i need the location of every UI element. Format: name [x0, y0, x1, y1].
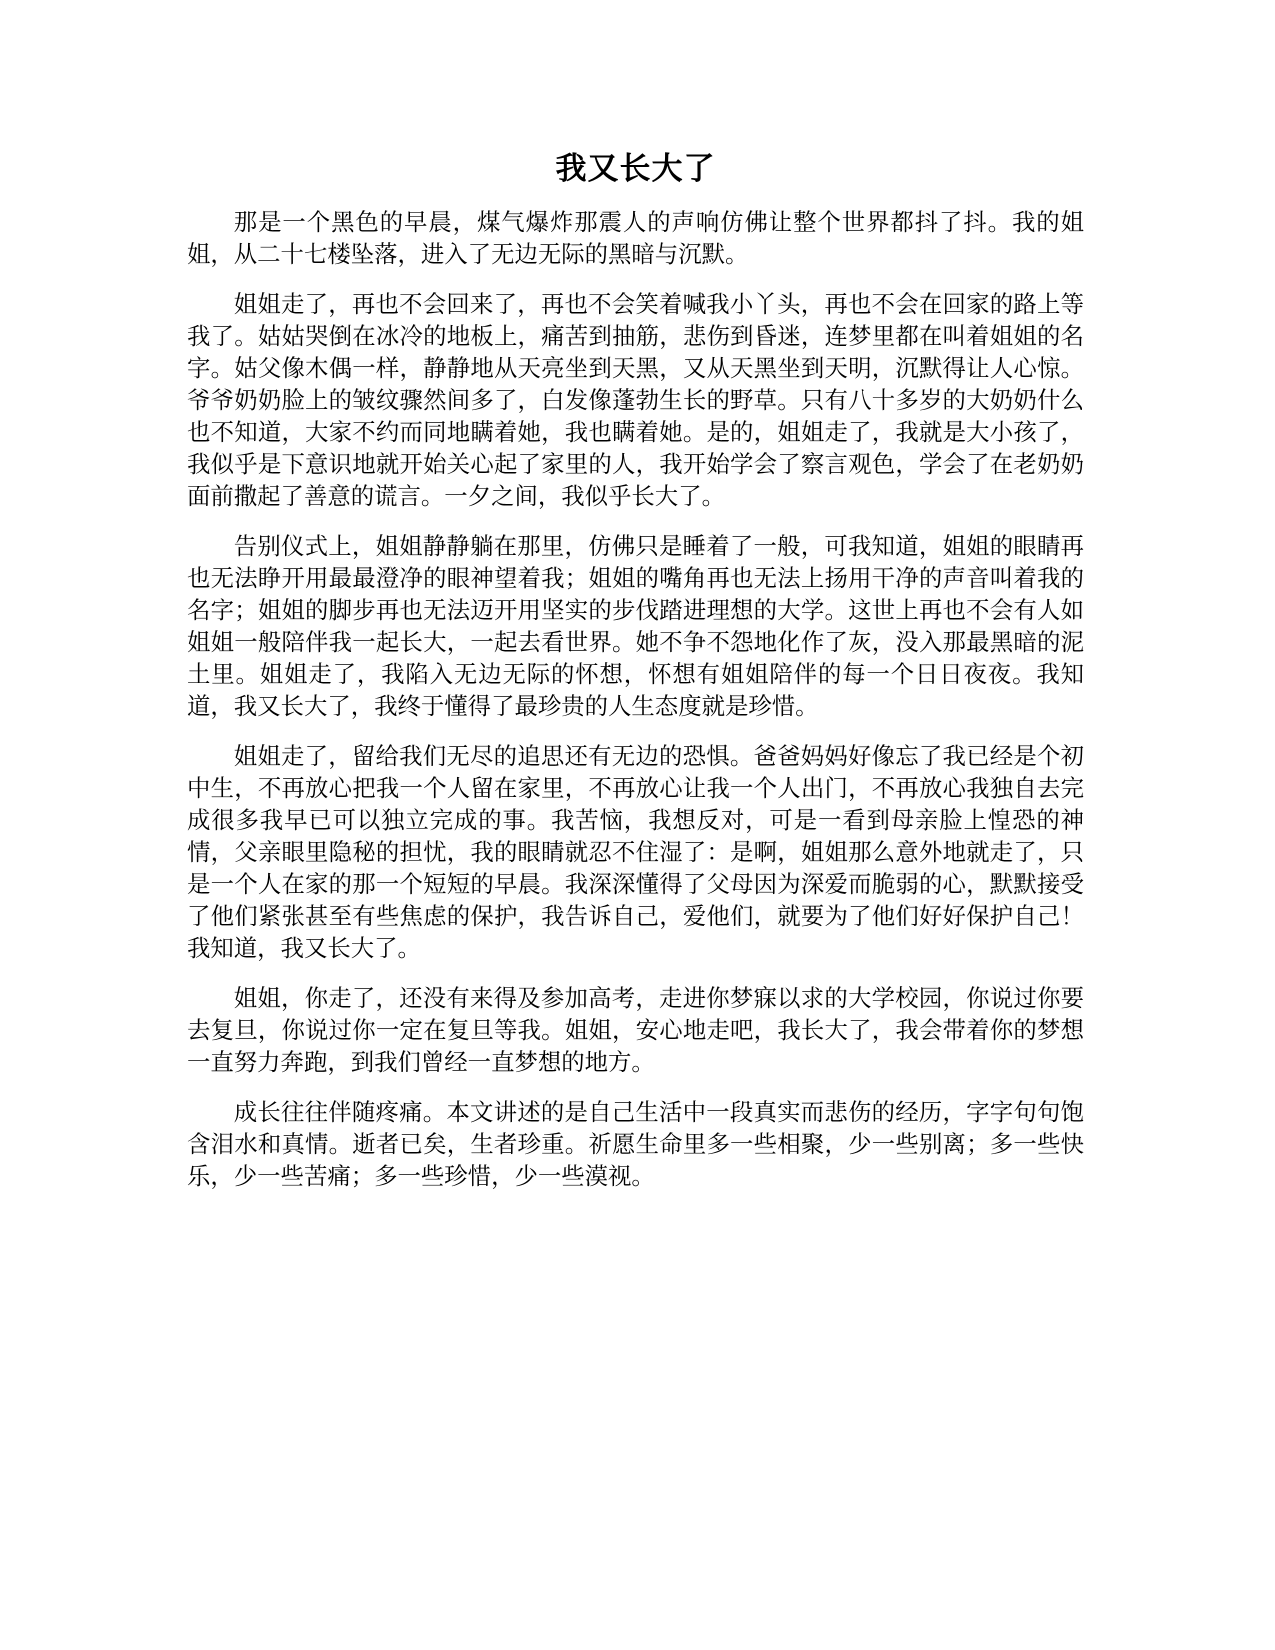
- paragraph-6: 成长往往伴随疼痛。本文讲述的是自己生活中一段真实而悲伤的经历，字字句句饱含泪水和真情。逝者已矣，生者珍重。祈愿生命里多一些相聚，少一些别离；多一些快乐，少一些苦痛；多一些珍惜，少一些漠视。: [187, 1098, 1084, 1190]
- paragraph-4: 姐姐走了，留给我们无尽的追思还有无边的恐惧。爸爸妈妈好像忘了我已经是个初中生，不再放心把我一个人留在家里，不再放心让我一个人出门，不再放心我独自去完成很多我早已可以独立完成的事。我苦恼，我想反对，可是一看到母亲脸上惶恐的神情，父亲眼里隐秘的担忧，我的眼睛就忍不住湿了：是啊，姐姐那么意外地就走了，只是一个人在家的那一个短短的早晨。我深深懂得了父母因为深爱而脆弱的心，默默接受了他们紧张甚至有些焦虑的保护，我告诉自己，爱他们，就要为了他们好好保护自己！我知道，我又长大了。: [187, 742, 1084, 962]
- document-body: [187, 148, 1084, 1210]
- paragraph-2: 姐姐走了，再也不会回来了，再也不会笑着喊我小丫头，再也不会在回家的路上等我了。姑姑哭倒在冰冷的地板上，痛苦到抽筋，悲伤到昏迷，连梦里都在叫着姐姐的名字。姑父像木偶一样，静静地从天亮坐到天黑，又从天黑坐到天明，沉默得让人心惊。爷爷奶奶脸上的皱纹骤然间多了，白发像蓬勃生长的野草。只有八十多岁的大奶奶什么也不知道，大家不约而同地瞒着她，我也瞒着她。是的，姐姐走了，我就是大小孩了，我似乎是下意识地就开始关心起了家里的人，我开始学会了察言观色，学会了在老奶奶面前撒起了善意的谎言。一夕之间，我似乎长大了。: [187, 290, 1084, 510]
- document-title: 我又长大了: [555, 151, 716, 187]
- paragraph-3: 告别仪式上，姐姐静静躺在那里，仿佛只是睡着了一般，可我知道，姐姐的眼睛再也无法睁开用最最澄净的眼神望着我；姐姐的嘴角再也无法上扬用干净的声音叫着我的名字；姐姐的脚步再也无法迈开用坚实的步伐踏进理想的大学。这世上再也不会有人如姐姐一般陪伴我一起长大，一起去看世界。她不争不怨地化作了灰，没入那最黑暗的泥土里。姐姐走了，我陷入无边无际的怀想，怀想有姐姐陪伴的每一个日日夜夜。我知道，我又长大了，我终于懂得了最珍贵的人生态度就是珍惜。: [187, 532, 1084, 720]
- paragraph-1: 那是一个黑色的早晨，煤气爆炸那震人的声响仿佛让整个世界都抖了抖。我的姐姐，从二十七楼坠落，进入了无边无际的黑暗与沉默。: [187, 208, 1084, 268]
- paragraph-5: 姐姐，你走了，还没有来得及参加高考，走进你梦寐以求的大学校园，你说过你要去复旦，你说过你一定在复旦等我。姐姐，安心地走吧，我长大了，我会带着你的梦想一直努力奔跑，到我们曾经一直梦想的地方。: [187, 984, 1084, 1076]
